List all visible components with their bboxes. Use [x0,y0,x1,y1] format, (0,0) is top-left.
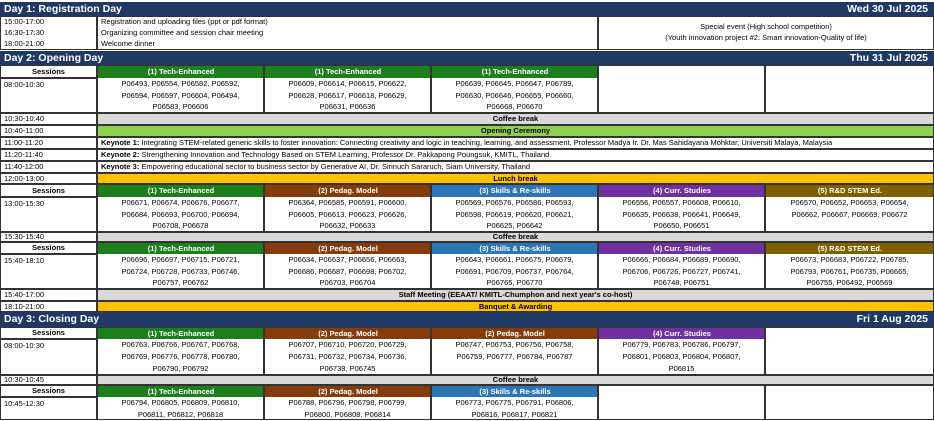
paper-id-list: P06631, P06636 [319,102,376,112]
schedule-item: Registration and uploading files (ppt or pdf format) [101,17,268,26]
keynote-text: Empowering educational sector to business sector by Generative AI, Dr. Sirinuch Sararuch, Siam University, Thailand [139,162,531,171]
session-track-header: (4) Curr. Studies [599,243,765,254]
time-slot: 15:30-15:40 [4,232,45,241]
time-slot: 10:30-10:45 [4,375,45,384]
paper-id-list: P06650, P06651 [653,221,710,231]
cell-border [598,385,765,420]
paper-id-list [431,363,598,375]
time-slot: 11:40-12:00 [4,162,44,171]
paper-id-list: P06639, P06645, P06647, P06789, [455,79,574,88]
paper-id-list: P06569, P06576, P06586, P06593, [455,198,574,207]
paper-id-list: P06570, P06652, P06653, P06654, [790,198,909,207]
time-slot: 16:30-17:30 [4,28,45,37]
sessions-label: Sessions [32,328,65,337]
paper-id-list: P06800, P06808, P06814 [304,409,391,419]
sessions-label: Sessions [32,243,65,252]
keynote-text: Integrating STEM-related generic skills to foster innovation: Connecting creativity and logic in teaching, learning, and assessment, Professor Madya Ir. Dr. Mas Sahidayana Mohktar, Universiti Malaya, Malaysia [139,138,833,147]
paper-id-list: P06625, P06642 [486,221,543,231]
cell-border [765,327,934,375]
paper-id-list: P06801, P06803, P06804, P06807, [622,352,741,361]
paper-id-list: P06748, P06751 [653,278,710,288]
schedule-item: Organizing committee and session chair meeting [101,28,264,37]
paper-id-list: P06755, P06492, P06569 [806,278,893,288]
paper-id-list: P06594, P06597, P06604, P06494, [121,90,240,100]
time-slot: 10:45-12:30 [4,399,45,408]
time-slot: 11:20-11:40 [4,150,43,159]
sessions-label: Sessions [32,67,65,76]
paper-id-list: P06788, P06796, P06798, P06799, [288,398,407,407]
paper-id-list: P06662, P06667, P06669, P06672 [791,209,908,219]
paper-id-list: P06634, P06637, P06656, P06663, [288,255,407,264]
keynote-row [97,161,934,173]
day-header: Day 2: Opening Day [0,51,934,65]
paper-id-list: P06706, P06726, P06727, P06741, [622,266,741,276]
cell-border [765,65,934,113]
day-date: Thu 31 Jul 2025 [849,52,928,64]
paper-id-list: P06668, P06670 [486,102,543,112]
paper-id-list: P06605, P06613, P06623, P06626, [288,209,407,219]
day-date: Fri 1 Aug 2025 [856,313,928,325]
paper-id-list [765,220,934,232]
time-slot: 08:00-10:30 [4,80,45,89]
coffee-break: Coffee break [97,232,934,242]
paper-id-list: P06779, P06783, P06786, P06797, [622,340,741,349]
paper-id-list: P06598, P06619, P06620, P06621, [455,209,574,219]
opening-ceremony: Opening Ceremony [97,125,934,137]
time-slot: 15:40-18:10 [4,256,45,265]
paper-id-list: P06794, P06805, P06809, P06810, [121,398,240,407]
day-date: Wed 30 Jul 2025 [847,3,928,15]
day-header: Day 1: Registration Day [0,2,934,16]
keynote-label: Keynote 1: [101,138,140,147]
time-slot: 15:00-17:00 [4,17,45,26]
paper-id-list: P06759, P06777, P06784, P06787 [456,352,573,361]
time-slot: 10:30-10:40 [4,114,45,123]
paper-id-list: P06763, P06766, P06767, P06768, [121,340,240,349]
session-track-header: (2) Pedag. Model [265,243,431,254]
session-track-header: (2) Pedag. Model [432,328,598,339]
paper-id-list: P06811, P06812, P06818 [137,409,224,419]
day-header: Day 3: Closing Day [0,312,934,327]
session-track-header: (3) Skills & Re-skills [432,185,598,197]
schedule-item: Welcome dinner [101,39,156,48]
time-slot: 11:00-11:20 [4,138,43,147]
special-event-detail: (Youth innovation project #2: Smart innovation-Quality of life) [665,33,867,42]
paper-id-list: P06696, P06697, P06715, P06721, [121,255,240,264]
sessions-label: Sessions [32,386,65,395]
staff-meeting: Staff Meeting (EEAAT/ KMITL-Chumphon and next year's co-host) [97,289,934,301]
cell-border [598,65,765,113]
paper-id-list: P06765, P06770 [486,278,543,288]
time-slot: 15:40-17:00 [4,290,45,299]
keynote-text: Strengthening Innovation and Technology Based on STEM Learning, Professor Dr. Pakkapong Poungsuk, KMITL, Thailand [139,150,550,159]
paper-id-list: P06671, P06674, P06676, P06677, [121,198,240,207]
paper-id-list: P06773, P06775, P06791, P06806, [455,398,574,407]
lunch-break: Lunch break [97,173,934,184]
session-track-header: (1) Tech-Enhanced [265,66,431,78]
paper-id-list: P06707, P06710, P06720, P06729, [288,340,407,349]
session-track-header: (1) Tech-Enhanced [98,185,264,197]
keynote-row [97,149,934,161]
paper-id-list: P06643, P06661, P06675, P06679, [455,255,574,264]
paper-id-list: P06815 [668,364,695,373]
session-track-header: (1) Tech-Enhanced [98,328,264,339]
paper-id-list: P06738, P06745 [319,364,376,373]
keynote-row [97,137,934,149]
time-slot: 08:00-10:30 [4,341,45,350]
paper-id-list: P06757, P06762 [152,278,209,288]
paper-id-list: P06666, P06684, P06689, P06690, [622,255,741,264]
banquet-awarding: Banquet & Awarding [97,301,934,312]
paper-id-list: P06684, P06693, P06700, P06694, [121,209,240,219]
keynote-label: Keynote 3: [101,162,140,171]
cell-border [765,385,934,420]
paper-id-list: P06635, P06638, P06641, P06649, [622,209,741,219]
sessions-label: Sessions [32,186,65,195]
session-track-header: (1) Tech-Enhanced [98,243,264,254]
time-slot: 10:40-11:00 [4,126,44,135]
paper-id-list: P06793, P06761, P06735, P06665, [790,266,909,276]
paper-id-list: P06691, P06709, P06737, P06764, [455,266,574,276]
session-track-header: (1) Tech-Enhanced [432,66,598,78]
session-track-header: (5) R&D STEM Ed. [766,185,934,197]
session-track-header: (3) Skills & Re-skills [432,243,598,254]
coffee-break: Coffee break [97,113,934,125]
paper-id-list: P06630, P06646, P06655, P06660, [455,90,574,100]
coffee-break: Coffee break [97,375,934,385]
time-slot: 18:00-21:00 [4,39,45,48]
paper-id-list: P06609, P06614, P06615, P06622, [288,79,407,88]
paper-id-list: P06790, P06792 [152,364,209,373]
paper-id-list: P06673, P06683, P06722, P06785, [790,255,909,264]
paper-id-list: P06769, P06776, P06778, P06780, [121,352,240,361]
paper-id-list: P06747, P06753, P06756, P06758, [455,340,574,349]
paper-id-list: P06703, P06704 [319,278,376,288]
paper-id-list: P06364, P06585, P06591, P06600, [288,198,407,207]
session-track-header: (2) Pedag. Model [265,386,431,397]
session-track-header: (2) Pedag. Model [265,328,431,339]
paper-id-list: P06632, P06633 [319,221,376,231]
session-track-header: (2) Pedag. Model [265,185,431,197]
session-track-header: (5) R&D STEM Ed. [766,243,934,254]
session-track-header: (4) Curr. Studies [599,185,765,197]
paper-id-list: P06628, P06617, P06618, P06629, [288,90,407,100]
paper-id-list: P06724, P06728, P06733, P06746, [121,266,240,276]
paper-id-list: P06556, P06557, P06608, P06610, [622,198,741,207]
special-event: Special event (High school competition) [700,22,832,31]
time-slot: 13:00-15:30 [4,199,45,208]
paper-id-list: P06583, P06606 [152,102,209,112]
time-slot: 12:00-13:00 [4,174,45,183]
paper-id-list: P06708, P06678 [152,221,209,231]
time-slot: 18:10-21:00 [4,302,45,311]
session-track-header: (1) Tech-Enhanced [98,66,264,78]
session-track-header: (3) Skills & Re-skills [432,386,598,397]
paper-id-list: P06731, P06732, P06734, P06736, [288,352,407,361]
session-track-header: (4) Curr. Studies [599,328,765,339]
keynote-label: Keynote 2: [101,150,140,159]
paper-id-list: P06816, P06817, P06821 [471,409,558,419]
paper-id-list: P06686, P06687, P06698, P06702, [288,266,407,276]
paper-id-list: P06493, P06554, P06582, P06592, [121,79,240,88]
session-track-header: (1) Tech-Enhanced [98,386,264,397]
